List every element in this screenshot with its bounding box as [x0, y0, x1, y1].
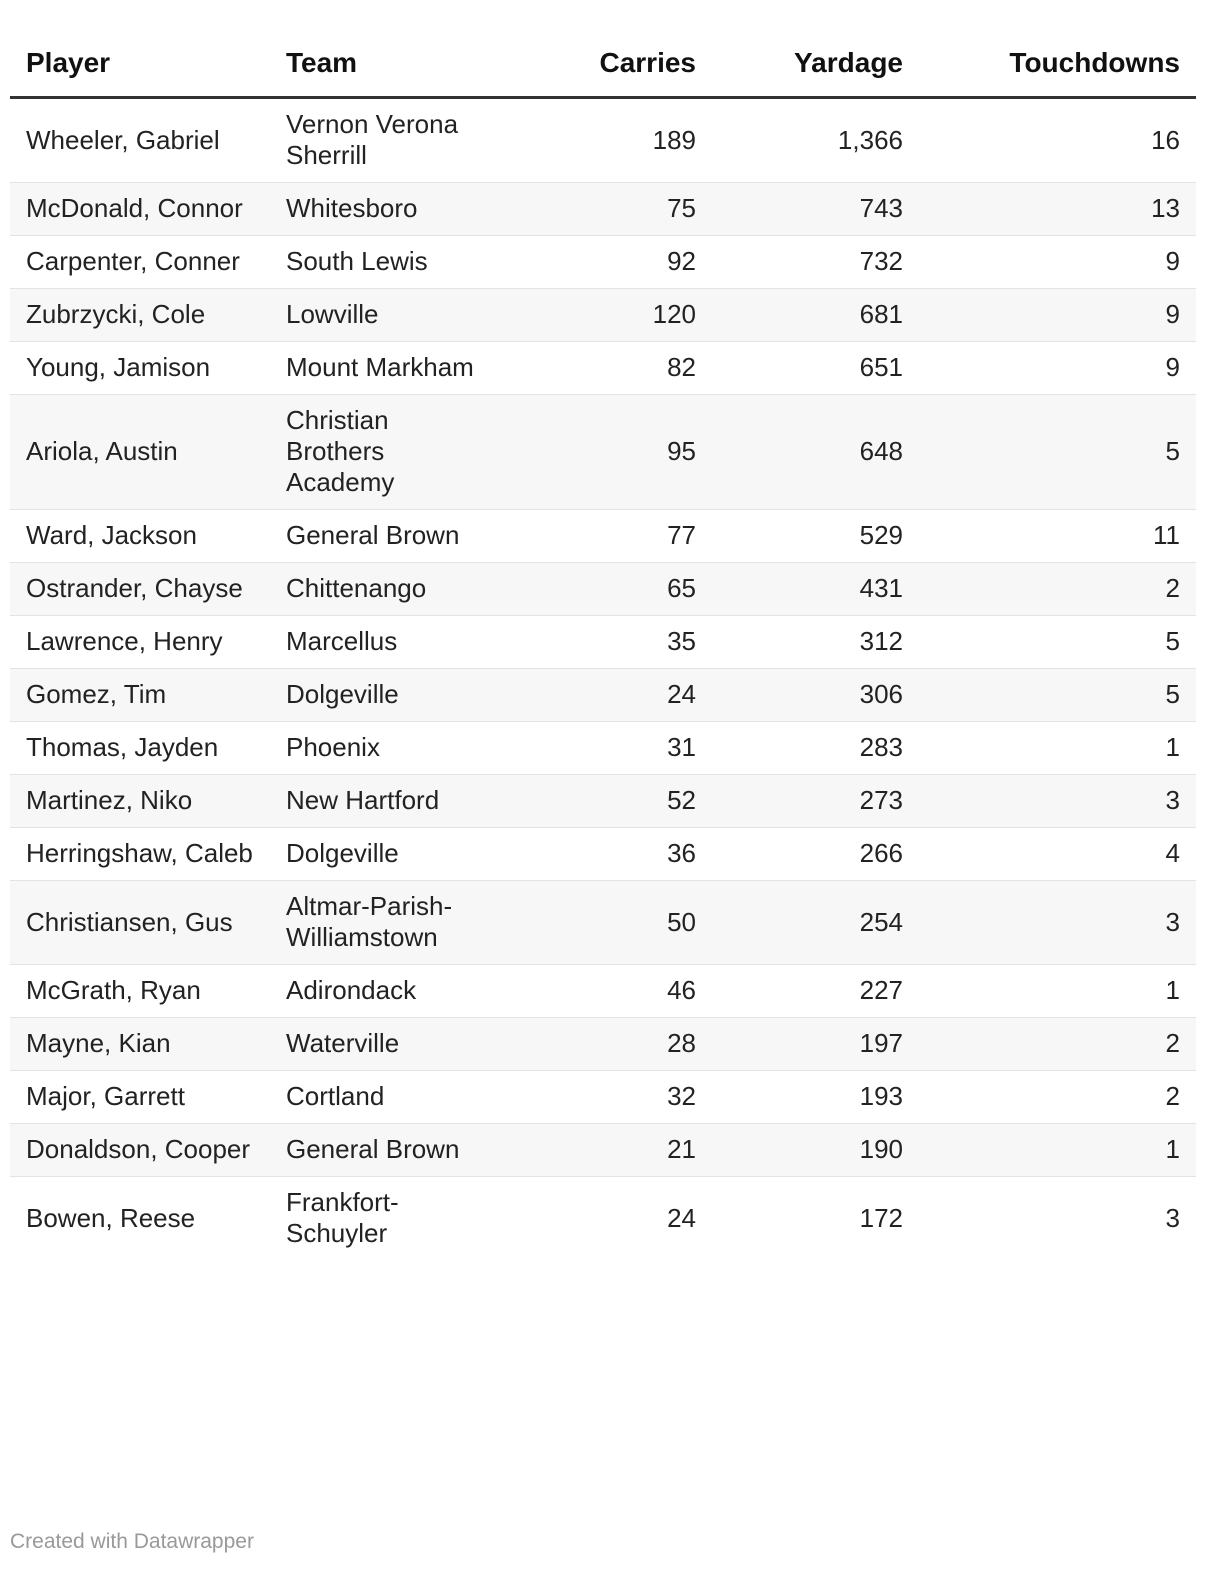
- cell-touchdowns: 1: [919, 965, 1196, 1018]
- cell-carries: 24: [506, 669, 712, 722]
- cell-team: Cortland: [270, 1071, 506, 1124]
- cell-team: Vernon Verona Sherrill: [270, 98, 506, 183]
- header-row: [10, 30, 1196, 98]
- cell-touchdowns: 13: [919, 183, 1196, 236]
- cell-touchdowns: 2: [919, 563, 1196, 616]
- table-row: [10, 342, 1196, 395]
- cell-player: Bowen, Reese: [26, 1202, 196, 1233]
- cell-player: McGrath, Ryan: [10, 965, 270, 1018]
- cell-player: Zubrzycki, Cole: [10, 289, 270, 342]
- cell-touchdowns: 3: [1165, 1202, 1180, 1233]
- cell-touchdowns: 2: [919, 1071, 1196, 1124]
- cell-yardage: 732: [712, 236, 919, 289]
- cell-player: Martinez, Niko: [10, 775, 270, 828]
- cell-yardage: 273: [712, 775, 919, 828]
- table-row: [10, 236, 1196, 289]
- cell-yardage: 266: [712, 828, 919, 881]
- cell-team: South Lewis: [270, 236, 506, 289]
- cell-touchdowns: 5: [919, 395, 1196, 510]
- cell-player: Thomas, Jayden: [10, 722, 270, 775]
- cell-touchdowns: 9: [919, 289, 1196, 342]
- table-row: [10, 828, 1196, 881]
- cell-touchdowns: 9: [919, 342, 1196, 395]
- cell-team: General Brown: [270, 1124, 506, 1177]
- cell-touchdowns: 9: [919, 236, 1196, 289]
- cell-carries: 65: [506, 563, 712, 616]
- table-row: [10, 722, 1196, 775]
- table-row: [10, 289, 1196, 342]
- cell-carries: 95: [506, 395, 712, 510]
- cell-team: Whitesboro: [270, 183, 506, 236]
- cell-player: Ward, Jackson: [10, 510, 270, 563]
- rushing-stats-table: [10, 30, 1196, 1260]
- table-row: [10, 881, 1196, 965]
- datawrapper-credit: Created with Datawrapper: [10, 1530, 254, 1553]
- cell-yardage: 172: [859, 1202, 903, 1233]
- cell-player: Ostrander, Chayse: [10, 563, 270, 616]
- cell-player: Major, Garrett: [10, 1071, 270, 1124]
- cell-carries: 92: [506, 236, 712, 289]
- cell-player: Donaldson, Cooper: [10, 1124, 270, 1177]
- table-row: [10, 965, 1196, 1018]
- cell-yardage: 197: [712, 1018, 919, 1071]
- cell-yardage: 431: [712, 563, 919, 616]
- table-row: [10, 395, 1196, 510]
- cell-team: Dolgeville: [270, 669, 506, 722]
- cell-carries: 35: [506, 616, 712, 669]
- cell-yardage: 190: [712, 1124, 919, 1177]
- cell-carries: 28: [506, 1018, 712, 1071]
- cell-carries: 36: [506, 828, 712, 881]
- cell-yardage: 306: [712, 669, 919, 722]
- table-row: [10, 1018, 1196, 1071]
- cell-touchdowns: 2: [919, 1018, 1196, 1071]
- cell-carries: 32: [506, 1071, 712, 1124]
- cell-carries: 46: [506, 965, 712, 1018]
- cell-carries: 77: [506, 510, 712, 563]
- column-header-touchdowns[interactable]: Touchdowns: [919, 30, 1196, 98]
- cell-team: Chittenango: [270, 563, 506, 616]
- cell-touchdowns: 5: [919, 669, 1196, 722]
- table-row: [10, 1071, 1196, 1124]
- cell-team: Altmar-Parish-Williamstown: [270, 881, 506, 965]
- cell-player: Christiansen, Gus: [10, 881, 270, 965]
- cell-player: Herringshaw, Caleb: [10, 828, 270, 881]
- cell-yardage: 743: [712, 183, 919, 236]
- cell-player: Carpenter, Conner: [10, 236, 270, 289]
- cell-yardage: 1,366: [712, 98, 919, 183]
- cell-carries: 50: [506, 881, 712, 965]
- table-body: [10, 98, 1196, 1261]
- cell-player: Ariola, Austin: [10, 395, 270, 510]
- column-header-team[interactable]: Team: [270, 30, 506, 98]
- cell-player: Young, Jamison: [10, 342, 270, 395]
- table-row: [10, 1124, 1196, 1177]
- table-row: [10, 616, 1196, 669]
- table-row: [10, 183, 1196, 236]
- cell-carries: 189: [506, 98, 712, 183]
- cell-carries: 82: [506, 342, 712, 395]
- cell-player: Gomez, Tim: [10, 669, 270, 722]
- cell-team: Frankfort-Schuyler: [286, 1187, 399, 1248]
- cell-team: Lowville: [270, 289, 506, 342]
- cell-player: McDonald, Connor: [10, 183, 270, 236]
- cell-yardage: 254: [712, 881, 919, 965]
- column-header-yardage[interactable]: Yardage: [712, 30, 919, 98]
- cell-yardage: 529: [712, 510, 919, 563]
- cell-player: Mayne, Kian: [10, 1018, 270, 1071]
- cell-carries: 75: [506, 183, 712, 236]
- cell-touchdowns: 1: [919, 722, 1196, 775]
- cell-team: Marcellus: [270, 616, 506, 669]
- table-row: [10, 510, 1196, 563]
- cell-yardage: 681: [712, 289, 919, 342]
- cell-yardage: 648: [712, 395, 919, 510]
- cell-carries: 21: [506, 1124, 712, 1177]
- cell-team: Waterville: [270, 1018, 506, 1071]
- column-header-carries[interactable]: Carries: [506, 30, 712, 98]
- cell-touchdowns: 1: [919, 1124, 1196, 1177]
- cell-carries: 120: [506, 289, 712, 342]
- cell-team: General Brown: [270, 510, 506, 563]
- cell-touchdowns: 5: [919, 616, 1196, 669]
- table-header: [10, 30, 1196, 98]
- cell-yardage: 651: [712, 342, 919, 395]
- cell-player: Wheeler, Gabriel: [10, 98, 270, 183]
- cell-touchdowns: 3: [919, 775, 1196, 828]
- table-row: [10, 563, 1196, 616]
- table-row: [10, 1177, 1196, 1261]
- cell-team: Phoenix: [270, 722, 506, 775]
- cell-yardage: 193: [712, 1071, 919, 1124]
- table-row: [10, 775, 1196, 828]
- rushing-stats-table-container: [10, 30, 1196, 1260]
- table-row: [10, 669, 1196, 722]
- cell-yardage: 283: [712, 722, 919, 775]
- cell-yardage: 312: [712, 616, 919, 669]
- cell-team: Christian Brothers Academy: [270, 395, 506, 510]
- table-row: [10, 98, 1196, 183]
- cell-touchdowns: 11: [919, 510, 1196, 563]
- column-header-player[interactable]: Player: [10, 30, 270, 98]
- cell-carries: 31: [506, 722, 712, 775]
- cell-team: Adirondack: [270, 965, 506, 1018]
- cell-carries: 52: [506, 775, 712, 828]
- cell-team: Mount Markham: [270, 342, 506, 395]
- cell-team: New Hartford: [270, 775, 506, 828]
- cell-player: Lawrence, Henry: [10, 616, 270, 669]
- cell-touchdowns: 16: [919, 98, 1196, 183]
- cell-carries: 24: [667, 1202, 696, 1233]
- cell-team: Dolgeville: [270, 828, 506, 881]
- cell-touchdowns: 3: [919, 881, 1196, 965]
- cell-touchdowns: 4: [919, 828, 1196, 881]
- cell-yardage: 227: [712, 965, 919, 1018]
